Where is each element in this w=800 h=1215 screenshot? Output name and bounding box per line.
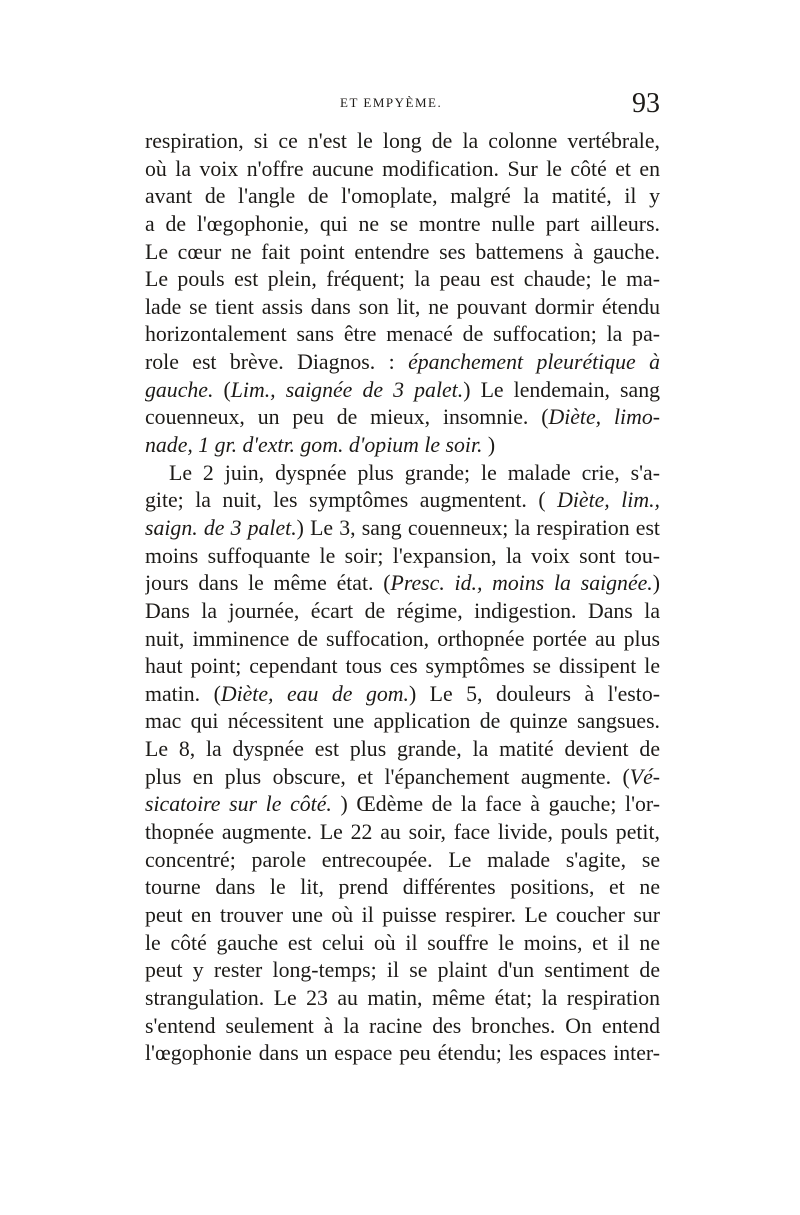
- line-text: Le 8, la dyspnée est plus grande, la matité devient de: [145, 737, 660, 762]
- text-line: [145, 1013, 660, 1041]
- text-line: [145, 211, 660, 239]
- line-text: moins suffoquante le soir; l'expansion, la voix sont tou-: [145, 543, 660, 568]
- text-line: [145, 266, 660, 294]
- text-line: [145, 183, 660, 211]
- line-text: où la voix n'offre aucune modification. Sur le côté et en: [145, 156, 660, 181]
- line-text: Le pouls est plein, fréquent; la peau est chaude; le ma-: [145, 267, 660, 292]
- line-text: concentré; parole entrecoupée. Le malade s'agite, se: [145, 847, 660, 872]
- line-text: Le 2 juin, dyspnée plus grande; le malade crie, s'a-: [169, 460, 660, 485]
- line-text: gite; la nuit, les symptômes augmentent. (: [145, 488, 558, 513]
- text-line: [145, 764, 660, 792]
- line-text: peut en trouver une où il puisse respirer. Le coucher sur: [145, 902, 660, 927]
- line-text: horizontalement sans être menacé de suffocation; la pa-: [145, 322, 660, 347]
- text-line: [145, 294, 660, 322]
- text-line: [145, 847, 660, 875]
- italic-text: Diète, eau de gom.: [220, 681, 409, 706]
- line-text: Le cœur ne fait point entendre ses battemens à gauche.: [145, 239, 660, 264]
- text-line: [145, 874, 660, 902]
- text-line: [145, 404, 660, 432]
- line-text: a de l'œgophonie, qui ne se montre nulle part ailleurs.: [145, 211, 660, 236]
- text-line: [145, 626, 660, 654]
- italic-text: Lim., saignée de 3 palet.: [230, 377, 464, 402]
- italic-text: Vé-: [629, 764, 660, 789]
- line-text: Dans la journée, écart de régime, indigestion. Dans la: [145, 598, 660, 623]
- line-text: ): [652, 571, 660, 596]
- page-header: [145, 88, 660, 122]
- line-text: plus en plus obscure, et l'épanchement augmente. (: [145, 764, 630, 789]
- text-line: [145, 128, 660, 156]
- text-line: [145, 902, 660, 930]
- line-text: mac qui nécessitent une application de quinze sangsues.: [145, 709, 660, 734]
- text-line: [145, 930, 660, 958]
- line-text: (: [213, 377, 231, 402]
- text-line: [145, 460, 660, 488]
- line-text: nuit, imminence de suffocation, orthopnée portée au plus: [145, 626, 660, 651]
- text-line: [145, 681, 660, 709]
- line-text: l'œgophonie dans un espace peu étendu; les espaces inter-: [145, 1041, 660, 1066]
- text-line: [145, 570, 660, 598]
- line-text: role est brève. Diagnos. :: [145, 350, 409, 375]
- text-line: [145, 957, 660, 985]
- text-line: [145, 349, 660, 377]
- italic-text: Presc. id., moins la saignée.: [390, 571, 653, 596]
- text-line: [145, 791, 660, 819]
- text-line: [145, 432, 660, 460]
- italic-text: nade, 1 gr. d'extr. gom. d'opium le soir.: [145, 433, 483, 458]
- body-text: [145, 128, 660, 1068]
- line-text: couenneux, un peu de mieux, insomnie. (: [145, 405, 549, 430]
- page-number: 93: [632, 88, 660, 119]
- text-line: [145, 1040, 660, 1068]
- line-text: peut y rester long-temps; il se plaint d'un sentiment de: [145, 958, 660, 983]
- text-line: [145, 239, 660, 267]
- line-text: s'entend seulement à la racine des bronches. On entend: [145, 1013, 660, 1038]
- line-text: ) Le 3, sang couenneux; la respiration est: [296, 515, 660, 540]
- text-line: [145, 487, 660, 515]
- text-line: [145, 653, 660, 681]
- line-text: jours dans le même état. (: [145, 571, 391, 596]
- line-text: matin. (: [145, 681, 221, 706]
- text-line: [145, 708, 660, 736]
- italic-text: gauche.: [145, 377, 214, 402]
- italic-text: épanchement pleurétique à: [408, 350, 660, 375]
- text-line: [145, 598, 660, 626]
- text-line: [145, 321, 660, 349]
- line-text: lade se tient assis dans son lit, ne pouvant dormir étendu: [145, 294, 660, 319]
- running-head: ET EMPYÈME.: [340, 95, 443, 110]
- line-text: ) Le lendemain, sang: [463, 377, 660, 402]
- italic-text: Diète, lim.,: [557, 488, 660, 513]
- italic-text: saign. de 3 palet.: [145, 515, 297, 540]
- text-line: [145, 156, 660, 184]
- italic-text: Diète, limo-: [548, 405, 660, 430]
- line-text: avant de l'angle de l'omoplate, malgré la matité, il y: [145, 184, 660, 209]
- text-line: [145, 377, 660, 405]
- line-text: thopnée augmente. Le 22 au soir, face livide, pouls petit,: [145, 820, 660, 845]
- italic-text: sicatoire sur le côté.: [145, 792, 332, 817]
- text-line: [145, 985, 660, 1013]
- text-line: [145, 819, 660, 847]
- line-text: ) Le 5, douleurs à l'esto-: [408, 681, 660, 706]
- line-text: haut point; cependant tous ces symptômes se dissipent le: [145, 654, 660, 679]
- text-line: [145, 515, 660, 543]
- text-line: [145, 736, 660, 764]
- line-text: ): [482, 433, 496, 458]
- line-text: ) Œdème de la face à gauche; l'or-: [331, 792, 660, 817]
- line-text: tourne dans le lit, prend différentes positions, et ne: [145, 875, 660, 900]
- line-text: strangulation. Le 23 au matin, même état; la respiration: [145, 985, 660, 1010]
- text-line: [145, 543, 660, 571]
- line-text: respiration, si ce n'est le long de la colonne vertébrale,: [145, 129, 660, 153]
- line-text: le côté gauche est celui où il souffre le moins, et il ne: [145, 930, 660, 955]
